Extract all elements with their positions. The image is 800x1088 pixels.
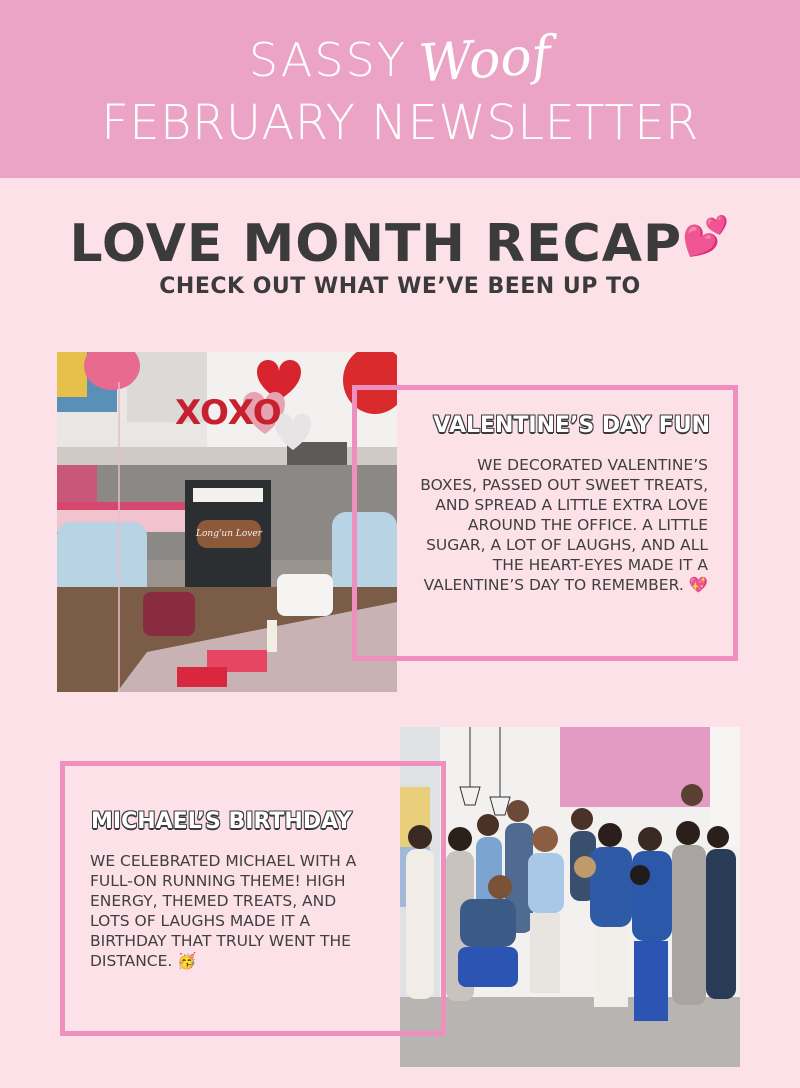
birthday-heading: MICHAEL’S BIRTHDAY [91, 809, 352, 834]
valentine-heading: VALENTINE’S DAY FUN [433, 413, 710, 438]
brand-logo [0, 25, 800, 95]
party-face-icon: 🥳 [177, 952, 197, 970]
sparkling-heart-icon: 💖 [688, 576, 708, 594]
valentine-office-photo [57, 352, 397, 692]
birthday-group-photo [400, 727, 740, 1067]
valentine-body [420, 455, 708, 595]
brand-word-woof: Woof [417, 25, 554, 95]
newsletter-title: FEBRUARY NEWSLETTER [101, 95, 699, 151]
recap-subtitle: CHECK OUT WHAT WE’VE BEEN UP TO [159, 274, 641, 299]
two-hearts-icon: 💕 [682, 214, 731, 258]
birthday-body [90, 851, 380, 971]
brand-word-sassy: SASSY [248, 33, 407, 87]
newsletter-header [0, 0, 800, 178]
valentine-body-text: WE DECORATED VALENTINE’S BOXES, PASSED OUT SWEET TREATS, AND SPREAD A LITTLE EXTRA LOVE AROUND THE OFFICE. A LITTLE SUGAR, A LOT OF LAUGHS, AND ALL THE HEART-EYES MADE IT A VALENTINE’S DAY TO REMEMBER. [420, 456, 708, 594]
svg-text:XOXO: XOXO [175, 393, 282, 433]
birthday-body-text: WE CELEBRATED MICHAEL WITH A FULL-ON RUNNING THEME! HIGH ENERGY, THEMED TREATS, AND LOTS OF LAUGHS MADE IT A BIRTHDAY THAT TRULY WENT THE DISTANCE. [90, 852, 357, 970]
chalkboard-sign-text: Long'un Lover [196, 529, 262, 539]
recap-title-text: LOVE MONTH RECAP [69, 214, 683, 274]
recap-title [0, 214, 800, 274]
